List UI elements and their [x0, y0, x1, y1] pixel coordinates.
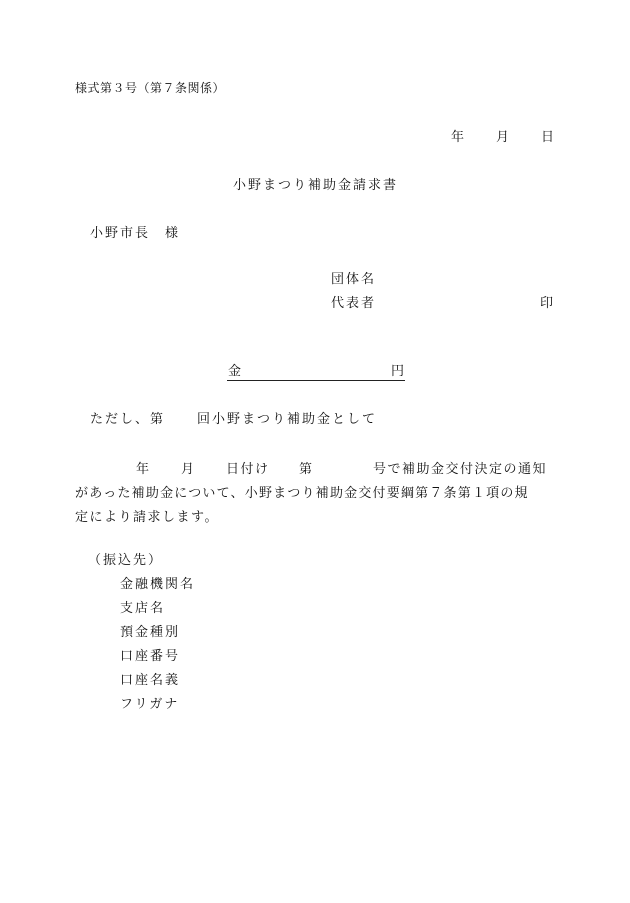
date-year-label: 年 — [451, 130, 466, 145]
purpose-part2: 回小野まつり補助金として — [197, 412, 378, 427]
body-dated-label: 日付け — [226, 462, 270, 477]
form-reference: 様式第３号（第７条関係） — [75, 81, 226, 95]
bank-item-account-holder: 口座名義 — [120, 673, 181, 688]
body-line1-rest: 号で補助金交付決定の通知 — [373, 462, 548, 477]
purpose-part1: ただし、第 — [90, 412, 166, 427]
addressee: 小野市長 様 — [90, 226, 181, 241]
bank-item-account-type: 預金種別 — [120, 625, 181, 640]
representative-label: 代表者 — [331, 296, 377, 311]
body-month-label: 月 — [181, 462, 196, 477]
amount-underline — [227, 380, 405, 381]
amount-suffix: 円 — [391, 364, 406, 379]
bank-heading: （振込先） — [88, 553, 164, 568]
body-line3: 定により請求します。 — [75, 510, 219, 525]
date-month-label: 月 — [496, 130, 511, 145]
bank-item-furigana: フリガナ — [120, 697, 180, 712]
document-title: 小野まつり補助金請求書 — [233, 178, 399, 193]
bank-item-institution: 金融機関名 — [120, 577, 196, 592]
body-year-label: 年 — [136, 462, 151, 477]
bank-item-branch: 支店名 — [120, 601, 166, 616]
seal-label: 印 — [540, 296, 555, 311]
amount-prefix: 金 — [228, 364, 243, 379]
bank-item-account-number: 口座番号 — [120, 649, 181, 664]
body-number-prefix: 第 — [299, 462, 314, 477]
group-name-label: 団体名 — [331, 272, 377, 287]
body-line2: があった補助金について、小野まつり補助金交付要綱第７条第１項の規 — [75, 486, 529, 501]
date-day-label: 日 — [541, 130, 556, 145]
